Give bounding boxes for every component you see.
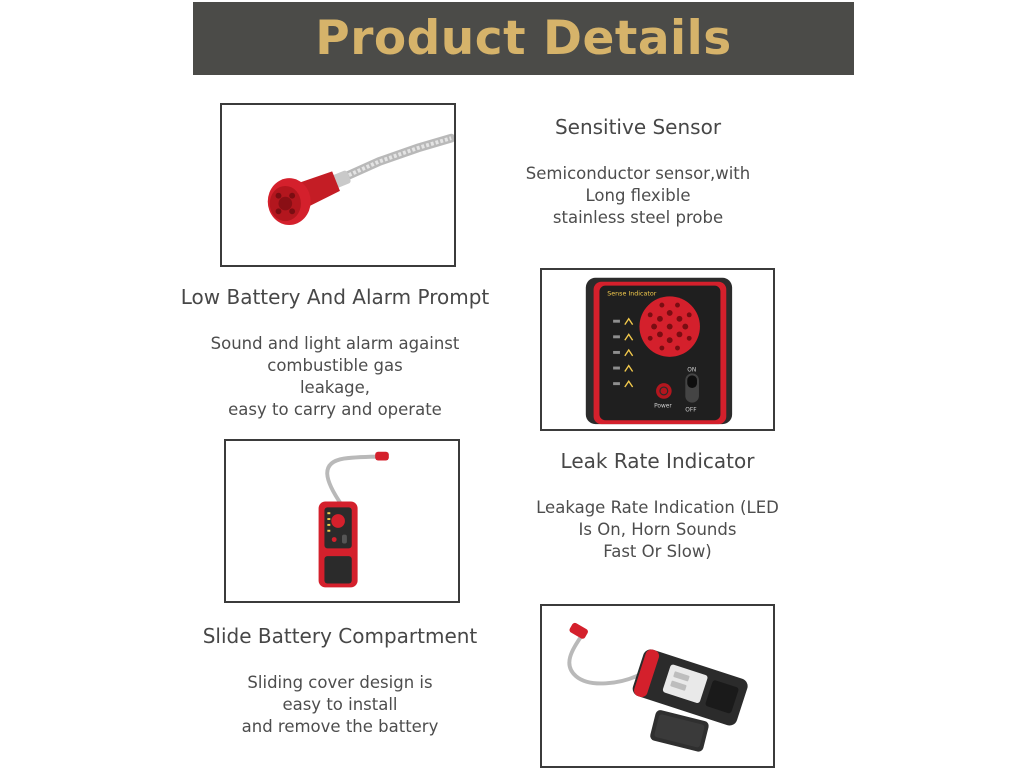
on-label: ON	[687, 367, 697, 374]
feature-slide-battery	[185, 624, 495, 738]
front-panel-image	[540, 268, 775, 431]
feature-description: Sliding cover design is easy to install and remove the battery	[241, 673, 439, 736]
off-label: OFF	[685, 407, 697, 414]
feature-sensitive-sensor	[486, 115, 790, 229]
feature-heading: Leak Rate Indicator	[560, 449, 755, 473]
feature-leak-rate-indicator	[505, 449, 810, 563]
full-device-image	[224, 439, 460, 603]
page-title: Product Details	[315, 11, 732, 66]
feature-heading: Slide Battery Compartment	[202, 624, 478, 648]
feature-heading: Low Battery And Alarm Prompt	[180, 285, 490, 309]
sense-indicator-label: Sense Indicator	[607, 290, 657, 298]
feature-description: Semiconductor sensor,with Long flexible stainless steel probe	[525, 164, 751, 227]
product-details-banner	[193, 2, 854, 75]
feature-description: Leakage Rate Indication (LED Is On, Horn Sounds Fast Or Slow)	[536, 498, 779, 561]
feature-description: Sound and light alarm against combustible gas leakage, easy to carry and operate	[210, 334, 460, 419]
feature-low-battery-alarm	[160, 285, 510, 421]
sensor-probe-image	[220, 103, 456, 267]
power-label: Power	[654, 403, 672, 410]
battery-compartment-image	[540, 604, 775, 768]
feature-heading: Sensitive Sensor	[554, 115, 722, 139]
